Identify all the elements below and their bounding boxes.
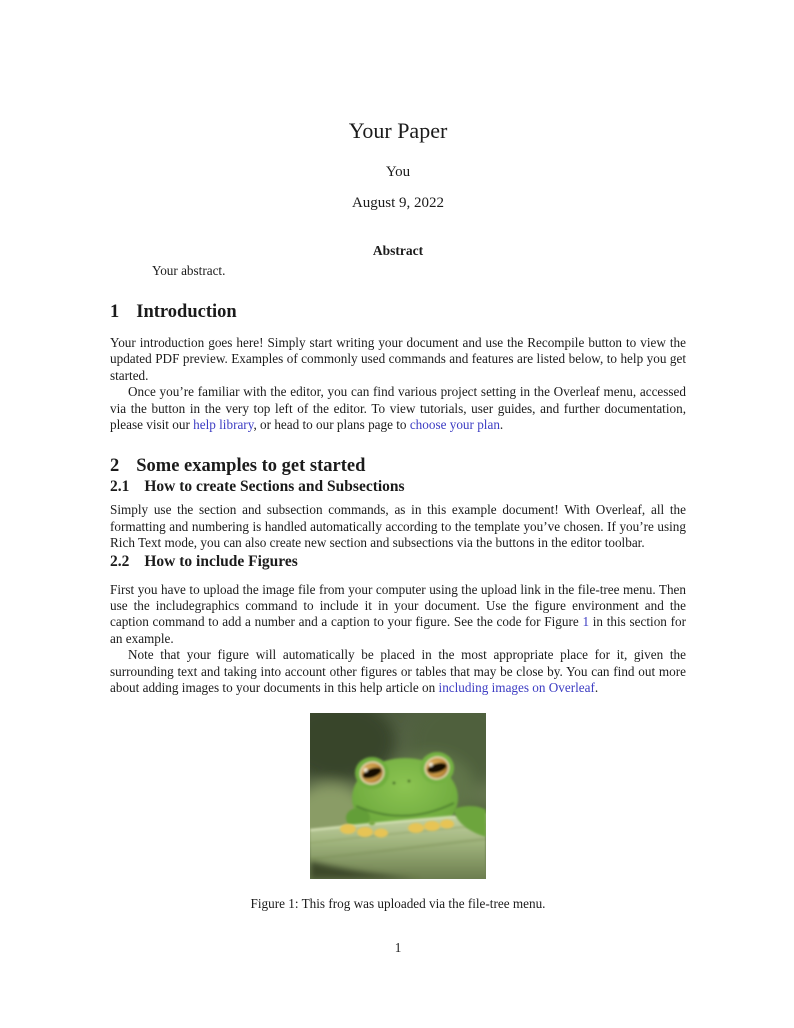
paragraph-text: , or head to our plans page to	[253, 417, 410, 433]
paragraph-text: Once you’re familiar with the editor, you can find various project setting in the Overleaf menu, accessed via the button in the very top left of the editor. To view tutorials, user guides, and further documentation, please visit our	[110, 384, 686, 433]
intro-paragraph-2	[110, 384, 686, 433]
figure-caption: Figure 1: This frog was uploaded via the file-tree menu.	[250, 895, 546, 911]
paragraph-text: Note that your figure will automatically be placed in the most appropriate place for it, given the surrounding text and taking into account other figures or tables that may be close by. You can find out more about adding images to your documents in this help article on	[110, 647, 686, 696]
subsection-2-2-heading	[110, 552, 686, 571]
intro-paragraph-1: Your introduction goes here! Simply start writing your document and use the Recompile button to view the updated PDF preview. Examples of commonly used commands and features are listed below, to help you get started.	[110, 335, 686, 383]
paper-author: You	[385, 164, 411, 180]
frog-nostril	[393, 781, 396, 784]
section-2-title: Some examples to get started	[136, 456, 366, 477]
subsection-2-1-heading	[110, 477, 686, 496]
link-figure-1-ref[interactable]: 1	[582, 614, 590, 630]
sections-paragraph: Simply use the section and subsection commands, as in this example document! With Overleaf, all the formatting and numbering is handled automatically according to the template you’ve chosen. If you’re using Rich Text mode, you can also create new section and subsections via the buttons in the editor toolbar.	[110, 502, 686, 551]
page-number: 1	[394, 939, 402, 955]
link-including-images-on-overleaf[interactable]: including images on Overleaf	[438, 680, 595, 696]
section-2-heading	[110, 455, 686, 477]
abstract-heading: Abstract	[372, 243, 424, 258]
paper-title: Your Paper	[348, 118, 448, 143]
subsection-2-2-number: 2.2	[110, 552, 130, 570]
link-choose-your-plan[interactable]: choose your plan	[409, 417, 500, 433]
subsection-2-1-title: How to create Sections and Subsections	[144, 478, 405, 496]
subsection-2-1-number: 2.1	[110, 478, 130, 496]
figures-paragraph-1	[110, 582, 686, 648]
frog-nostril	[408, 779, 411, 782]
paragraph-text: in this section for an example.	[110, 614, 686, 646]
subsection-2-2-title: How to include Figures	[144, 552, 298, 570]
frog-image	[310, 713, 486, 879]
abstract-text: Your abstract.	[152, 263, 226, 278]
figures-paragraph-2	[110, 647, 686, 696]
section-1-number: 1	[110, 302, 120, 322]
paragraph-text: First you have to upload the image file from your computer using the upload link in the file-tree menu. Then use the includegraphics command to include it in your document. Use the figure environment and the caption command to add a number and a caption to your figure. See the code for Figure	[110, 581, 686, 630]
section-2-number: 2	[110, 456, 120, 477]
page-content	[110, 0, 686, 956]
figure-1	[110, 713, 686, 912]
link-help-library[interactable]: help library	[193, 417, 254, 433]
paragraph-text: .	[499, 417, 504, 433]
section-1-title: Introduction	[136, 302, 237, 322]
section-1-heading	[110, 301, 686, 323]
paragraph-text: .	[594, 680, 599, 696]
paper-date: August 9, 2022	[351, 195, 445, 211]
